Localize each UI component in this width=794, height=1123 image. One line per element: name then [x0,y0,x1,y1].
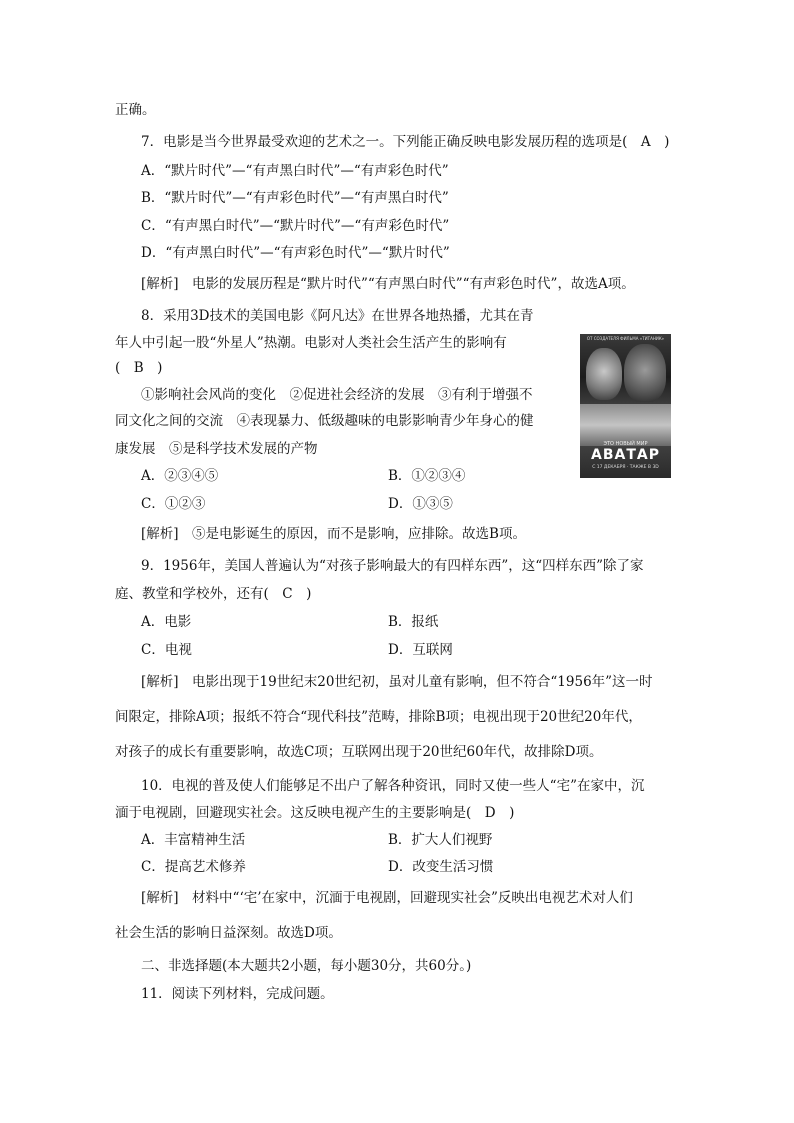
question-8-line2: 年人中引起一股“外星人”热潮。电影对人类社会生活产生的影响有 [115,335,507,351]
explanation-9-line2: 间限定，排除A项；报纸不符合“现代科技”范畴，排除B项；电视出现于20世纪20年代， [115,709,642,725]
explanation-9-line1 [141,672,653,692]
option-9b: B．报纸 [388,614,439,630]
explanation-text: 材料中“‘宅’在家中，沉湎于电视剧，回避现实社会”反映出电视艺术对人们 [178,890,633,906]
option-10b: B．扩大人们视野 [388,832,493,848]
question-8-answer: ( B ) [115,360,163,376]
question-11: 11．阅读下列材料，完成问题。 [141,986,334,1002]
option-9c: C．电视 [141,642,192,658]
question-9-line1: 9．1956年，美国人普遍认为“对孩子影响最大的有四样东西”，这“四样东西”除了家 [141,558,644,574]
option-7d: D．“有声黑白时代”—“有声彩色时代”—“默片时代” [141,245,450,261]
poster-face-right [624,344,666,402]
section-heading: 二、非选择题(本大题共2小题，每小题30分，共60分。) [141,958,472,974]
option-10c: C．提高艺术修养 [141,859,246,875]
poster-title: АВАТАР [591,447,660,463]
explanation-tag: [解析] [141,674,179,690]
option-7c: C．“有声黑白时代”—“默片时代”—“有声彩色时代” [141,218,450,234]
explanation-tag: [解析] [141,276,179,292]
option-10a: A．丰富精神生活 [141,832,246,848]
explanation-text: ⑤是电影诞生的原因，而不是影响，应排除。故选B项。 [178,526,526,542]
question-8-line1: 8．采用3D技术的美国电影《阿凡达》在世界各地热播，尤其在青 [141,308,534,324]
question-10-line1: 10．电视的普及使人们能够足不出户了解各种资讯，同时又使一些人“宅”在家中，沉 [141,778,645,794]
question-8-line5: 同文化之间的交流 ④表现暴力、低级趣味的电影影响青少年身心的健 [115,413,534,429]
explanation-8 [141,524,526,544]
option-7b: B．“默片时代”—“有声彩色时代”—“有声黑白时代” [141,190,449,206]
explanation-text: 电影的发展历程是“默片时代”“有声黑白时代”“有声彩色时代”，故选A项。 [178,276,635,292]
poster-top-text: ОТ СОЗДАТЕЛЯ ФИЛЬМА «ТИТАНИК» [586,336,665,341]
question-8-line6: 康发展 ⑤是科学技术发展的产物 [115,441,318,457]
option-8b: B．①②③④ [388,468,466,484]
explanation-9-line3: 对孩子的成长有重要影响，故选C项；互联网出现于20世纪60年代，故排除D项。 [115,744,603,760]
question-10-line2: 湎于电视剧，回避现实社会。这反映电视产生的主要影响是( D ) [115,805,515,821]
question-8-line4: ①影响社会风尚的变化 ②促进社会经济的发展 ③有利于增强不 [141,387,533,403]
question-9-line2: 庭、教堂和学校外，还有( C ) [115,586,312,602]
avatar-movie-poster [580,334,671,478]
option-7a: A．“默片时代”—“有声黑白时代”—“有声彩色时代” [141,163,449,179]
option-8d: D．①③⑤ [388,496,453,512]
question-7: 7．电影是当今世界最受欢迎的艺术之一。下列能正确反映电影发展历程的选项是( A ) [141,134,670,150]
explanation-text: 电影出现于19世纪末20世纪初，虽对儿童有影响，但不符合“1956年”这一时 [178,674,653,690]
explanation-tag: [解析] [141,526,179,542]
option-10d: D．改变生活习惯 [388,859,494,875]
explanation-10-line1 [141,888,633,908]
poster-scene [580,404,671,446]
option-9a: A．电影 [141,614,192,630]
option-8a: A．②③④⑤ [141,468,219,484]
explanation-7 [141,274,635,294]
text-line: 正确。 [115,102,156,118]
explanation-tag: [解析] [141,890,179,906]
poster-date: С 17 ДЕКАБРЯ · ТАКЖЕ В 3D [592,465,659,470]
poster-face-left [586,348,622,400]
option-9d: D．互联网 [388,642,453,658]
poster-subtitle: ЭТО НОВЫЙ МИР [603,441,648,447]
explanation-10-line2: 社会生活的影响日益深刻。故选D项。 [115,925,342,941]
option-8c: C．①②③ [141,496,206,512]
